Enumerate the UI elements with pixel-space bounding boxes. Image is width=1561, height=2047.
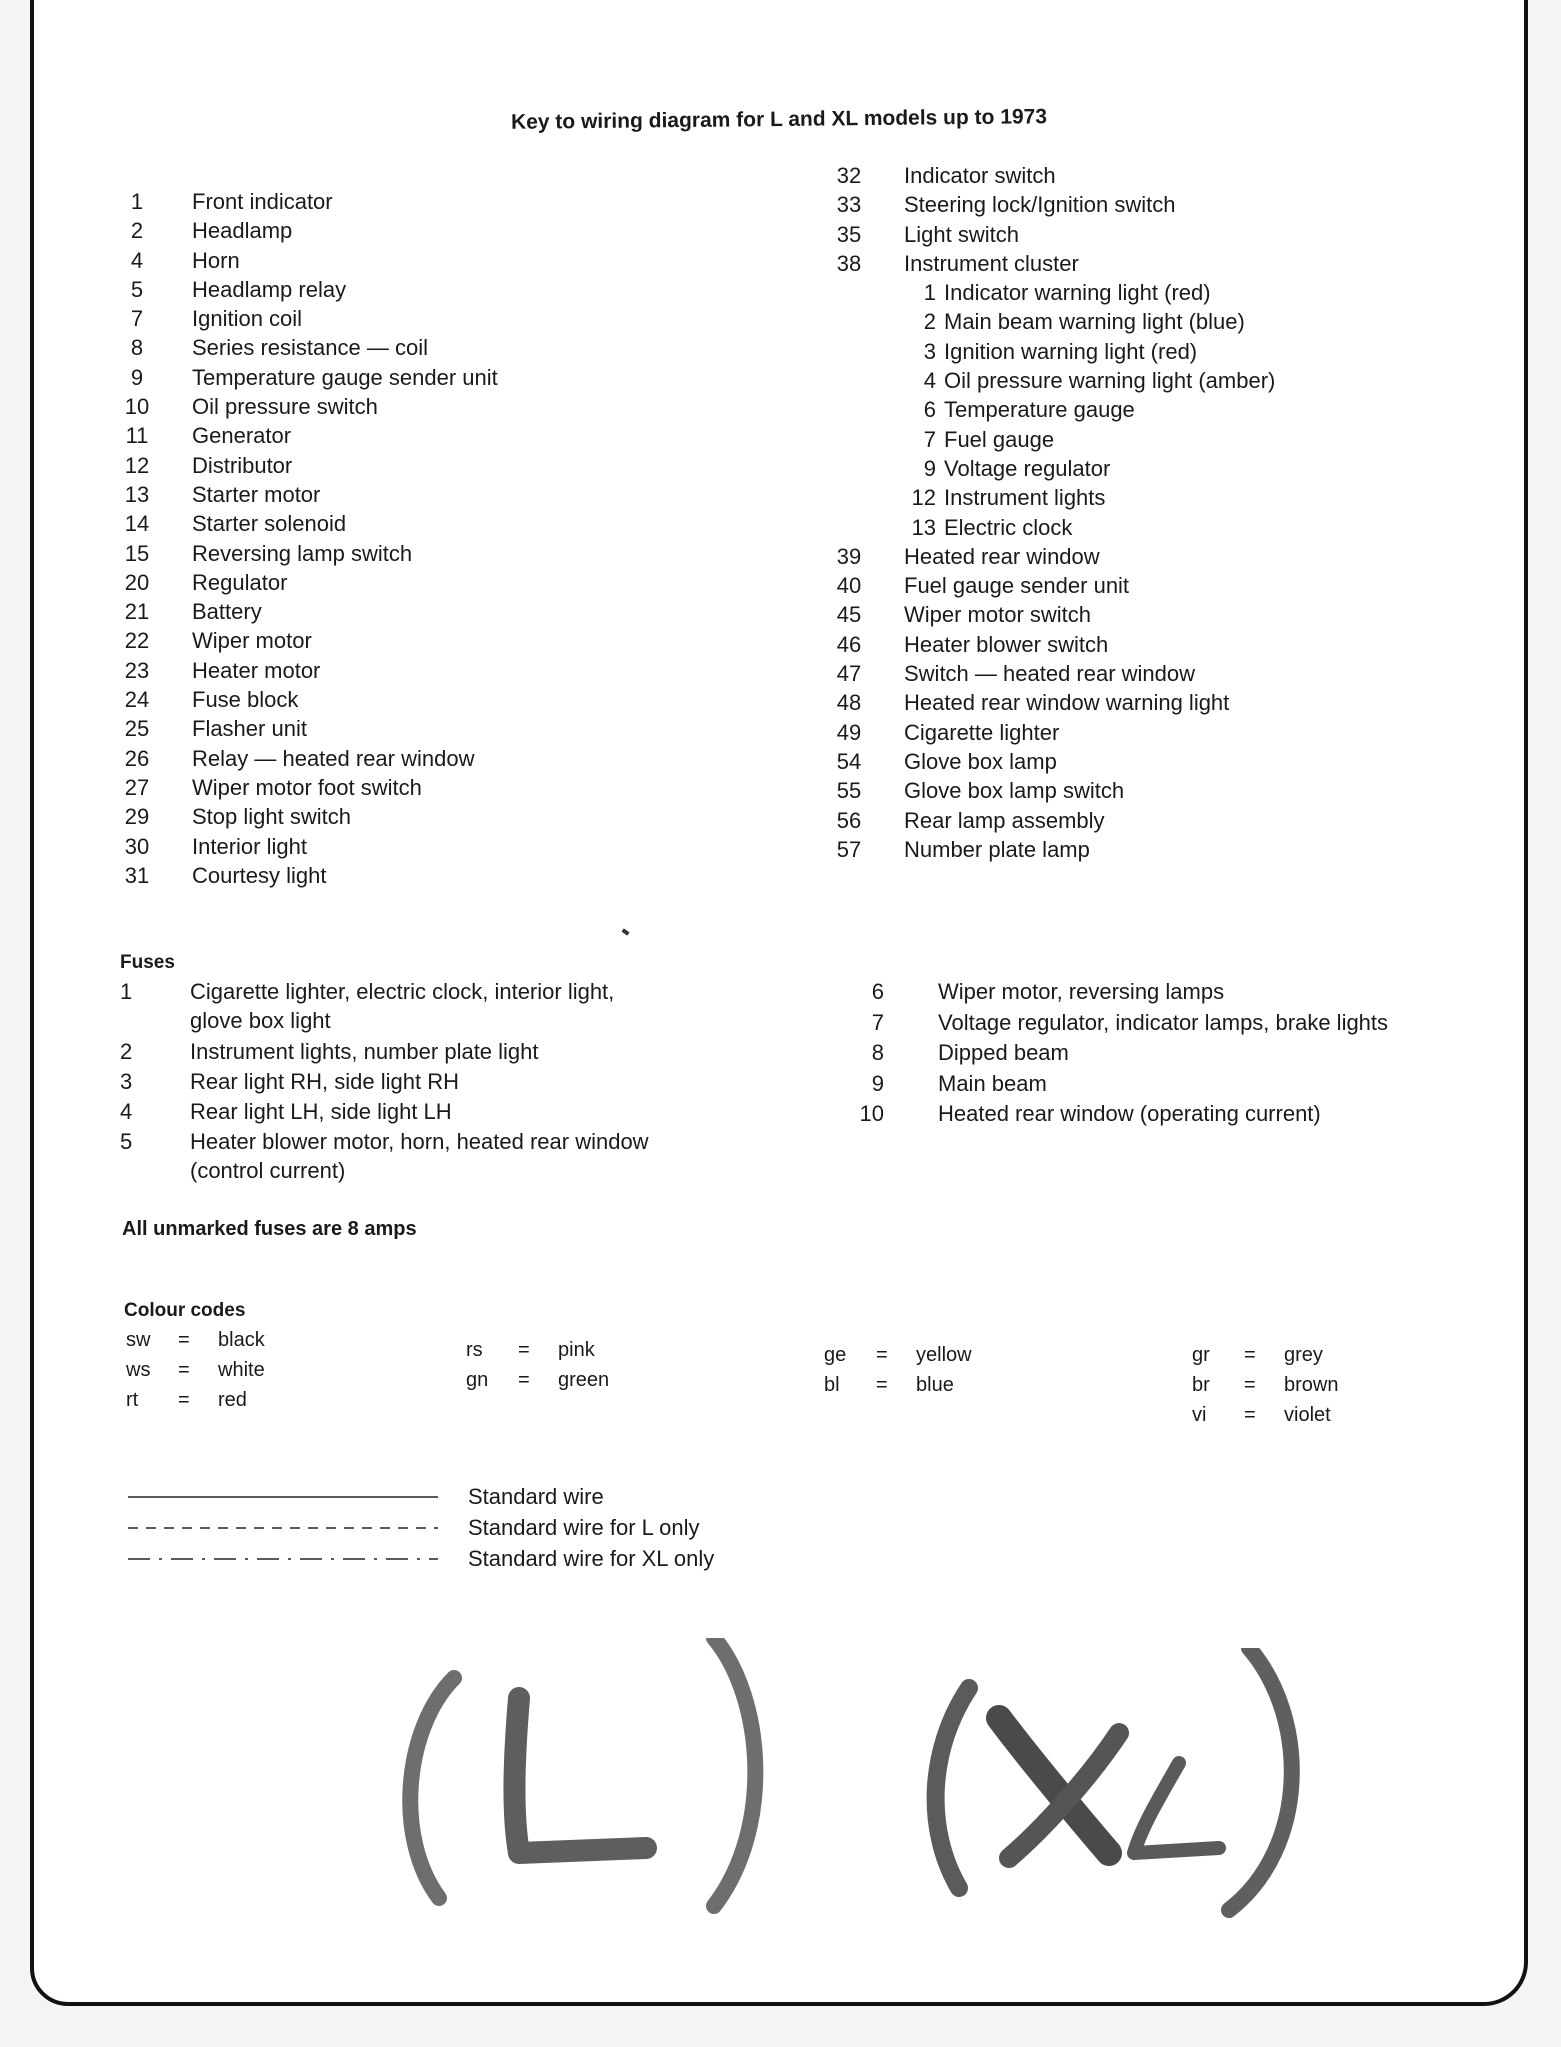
component-label: Reversing lamp switch <box>192 540 413 566</box>
fuse-label: Rear light RH, side light RH <box>190 1069 459 1094</box>
component-item <box>836 572 1130 601</box>
fuse-note: All unmarked fuses are 8 amps <box>122 1218 417 1240</box>
colour-code: gr <box>1192 1344 1210 1366</box>
fuse-number: 4 <box>120 1099 133 1124</box>
cluster-item-label: Voltage regulator <box>944 455 1111 481</box>
component-item <box>836 221 1019 250</box>
cluster-item-label: Main beam warning light (blue) <box>944 309 1245 335</box>
fuse-number: 1 <box>120 979 133 1004</box>
component-number: 33 <box>836 192 862 218</box>
colour-name: violet <box>1284 1404 1331 1426</box>
cluster-item-label: Ignition warning light (red) <box>944 338 1198 364</box>
fuse-number: 2 <box>120 1039 133 1064</box>
colour-code-group <box>126 1325 265 1415</box>
component-label: Heater blower switch <box>904 631 1109 657</box>
wire-legend-label: Standard wire for XL only <box>468 1546 715 1571</box>
handwriting-l-text: (L) <box>584 1916 586 1917</box>
colour-name: green <box>558 1369 610 1391</box>
component-item <box>836 543 1100 572</box>
component-number: 49 <box>836 719 862 745</box>
document-page <box>30 0 1528 2006</box>
component-label: Heated rear window warning light <box>904 690 1230 716</box>
cluster-item-label: Fuel gauge <box>944 426 1055 452</box>
component-item <box>836 748 1057 777</box>
component-item <box>836 689 1230 718</box>
colour-code-entry <box>824 1340 972 1370</box>
component-label: Stop light switch <box>192 804 351 830</box>
component-number: 20 <box>124 569 150 595</box>
component-number: 39 <box>836 543 862 569</box>
component-label: Flasher unit <box>192 716 307 742</box>
component-label: Oil pressure switch <box>192 394 378 420</box>
component-label: Wiper motor <box>192 628 312 654</box>
fuse-label: Rear light LH, side light LH <box>190 1099 452 1124</box>
component-number: 35 <box>836 221 862 247</box>
fuse-number: 6 <box>871 979 884 1004</box>
component-number: 32 <box>836 163 862 188</box>
component-number: 21 <box>124 599 150 625</box>
cluster-item-label: Temperature gauge <box>944 397 1135 423</box>
colour-code-entry <box>126 1355 265 1385</box>
component-label: Indicator switch <box>904 163 1056 188</box>
component-label: Light switch <box>904 221 1019 247</box>
fuse-number: 8 <box>871 1040 884 1065</box>
component-item <box>836 631 1109 660</box>
colour-name: black <box>218 1329 265 1351</box>
colour-code-group <box>824 1340 972 1400</box>
component-number: 38 <box>836 250 862 276</box>
wire-line-sample <box>128 1494 438 1500</box>
component-label: Glove box lamp <box>904 748 1057 774</box>
colour-codes-heading: Colour codes <box>124 1300 246 1321</box>
component-item <box>836 191 1176 220</box>
component-item <box>836 836 1090 865</box>
colour-code-entry <box>126 1325 265 1355</box>
cluster-item-number: 9 <box>923 455 936 481</box>
colour-code: br <box>1192 1374 1210 1396</box>
colour-name: grey <box>1284 1344 1323 1366</box>
component-number: 13 <box>124 481 150 507</box>
component-number: 48 <box>836 690 862 716</box>
cluster-item-number: 6 <box>923 397 936 423</box>
component-number: 56 <box>836 807 862 833</box>
component-label: Relay — heated rear window <box>192 745 475 771</box>
cluster-item-label: Electric clock <box>944 514 1073 540</box>
component-number: 2 <box>130 218 144 244</box>
colour-name: blue <box>916 1374 954 1396</box>
component-item <box>836 660 1196 689</box>
component-label: Instrument cluster <box>904 250 1079 276</box>
component-number: 30 <box>124 833 150 859</box>
component-label: Heated rear window <box>904 543 1100 569</box>
fuse-label: Main beam <box>938 1070 1047 1096</box>
fuse-label: Wiper motor, reversing lamps <box>938 979 1225 1004</box>
wire-line-sample <box>128 1556 438 1562</box>
fuse-label: Instrument lights, number plate light <box>190 1039 539 1064</box>
component-number: 24 <box>124 687 150 713</box>
fuse-number: 7 <box>871 1009 884 1035</box>
component-label: Regulator <box>192 569 288 595</box>
colour-code-entry <box>1192 1340 1338 1370</box>
component-label: Series resistance — coil <box>192 335 428 361</box>
component-number: 45 <box>836 602 862 628</box>
component-label: Interior light <box>192 833 307 859</box>
component-label: Battery <box>192 599 262 625</box>
fuse-label: Cigarette lighter, electric clock, interior light, <box>190 979 615 1004</box>
component-number: 22 <box>124 628 150 654</box>
component-number: 23 <box>124 657 150 683</box>
fuse-label: Voltage regulator, indicator lamps, brake lights <box>938 1009 1389 1035</box>
component-label: Glove box lamp switch <box>904 778 1125 804</box>
component-label: Ignition coil <box>192 306 303 332</box>
wire-line-sample <box>128 1525 438 1531</box>
component-label: Temperature gauge sender unit <box>192 364 498 390</box>
component-item <box>836 777 1125 806</box>
component-number: 4 <box>130 247 144 273</box>
fuse-number: 3 <box>120 1069 133 1094</box>
fuse-number: 10 <box>859 1101 884 1126</box>
colour-code: ge <box>824 1344 847 1366</box>
equals-sign: = <box>1244 1344 1256 1366</box>
component-label: Generator <box>192 423 292 449</box>
equals-sign: = <box>1244 1374 1256 1396</box>
equals-sign: = <box>518 1339 530 1361</box>
component-label: Fuse block <box>192 687 299 713</box>
component-label: Steering lock/Ignition switch <box>904 192 1176 218</box>
component-item <box>836 719 1060 748</box>
component-number: 15 <box>124 540 150 566</box>
colour-code: vi <box>1192 1404 1207 1426</box>
component-number: 27 <box>124 774 150 800</box>
colour-name: white <box>218 1359 265 1381</box>
colour-code: rt <box>126 1389 139 1411</box>
cluster-item-label: Instrument lights <box>944 485 1106 511</box>
component-label: Starter motor <box>192 481 321 507</box>
component-label: Starter solenoid <box>192 511 347 537</box>
equals-sign: = <box>876 1374 888 1396</box>
cluster-item-label: Indicator warning light (red) <box>944 280 1211 306</box>
component-number: 57 <box>836 836 862 862</box>
component-label: Number plate lamp <box>904 836 1090 862</box>
component-label: Distributor <box>192 452 293 478</box>
component-number: 40 <box>836 573 862 599</box>
component-item <box>836 162 1056 191</box>
component-number: 25 <box>124 716 150 742</box>
fuse-label-cont: (control current) <box>190 1158 346 1183</box>
colour-code: gn <box>466 1369 489 1391</box>
fuse-label-cont: glove box light <box>190 1008 331 1033</box>
component-number: 31 <box>124 862 150 888</box>
component-number: 46 <box>836 631 862 657</box>
component-label: Headlamp relay <box>192 276 347 302</box>
component-label: Rear lamp assembly <box>904 807 1105 833</box>
colour-code-entry <box>1192 1370 1338 1400</box>
page-title: Key to wiring diagram for L and XL models up to 1973 <box>510 105 1048 134</box>
handwritten-xl-mark <box>879 1648 1339 1928</box>
component-number: 1 <box>130 189 144 214</box>
wire-legend-label: Standard wire for L only <box>468 1515 700 1540</box>
handwriting-xl-text: (XL) <box>1079 1926 1081 1927</box>
component-number: 54 <box>836 748 862 774</box>
component-number: 8 <box>130 335 144 361</box>
component-number: 10 <box>124 394 150 420</box>
component-number: 11 <box>125 423 149 449</box>
colour-code: ws <box>126 1359 151 1381</box>
colour-code-entry <box>466 1335 609 1365</box>
component-number: 5 <box>130 276 144 302</box>
component-label: Heater motor <box>192 657 321 683</box>
component-label: Wiper motor foot switch <box>192 774 422 800</box>
handwritten-l-mark <box>384 1638 804 1918</box>
fuses-heading: Fuses <box>120 952 175 973</box>
equals-sign: = <box>178 1359 190 1381</box>
component-number: 9 <box>130 364 144 390</box>
wire-legend-label: Standard wire <box>468 1484 604 1509</box>
component-label: Courtesy light <box>192 862 327 888</box>
colour-code-entry <box>1192 1400 1338 1430</box>
colour-code-group <box>1192 1340 1338 1430</box>
component-number: 47 <box>836 661 862 687</box>
component-number: 7 <box>130 306 144 332</box>
colour-code: bl <box>824 1374 840 1396</box>
cluster-item-number: 2 <box>923 309 936 335</box>
cluster-item-number: 4 <box>923 368 936 394</box>
component-number: 29 <box>124 804 150 830</box>
component-label: Headlamp <box>192 218 293 244</box>
cluster-item-number: 7 <box>923 426 936 452</box>
equals-sign: = <box>178 1329 190 1351</box>
component-item <box>836 601 1092 630</box>
colour-code-group <box>466 1335 609 1395</box>
component-item <box>836 807 1105 836</box>
component-label: Front indicator <box>192 189 333 214</box>
component-number: 14 <box>124 511 150 537</box>
component-number: 55 <box>836 778 862 804</box>
fuse-label: Heated rear window (operating current) <box>938 1101 1321 1126</box>
colour-code-entry <box>466 1365 609 1395</box>
equals-sign: = <box>1244 1404 1256 1426</box>
colour-name: yellow <box>916 1344 972 1366</box>
fuse-label: Dipped beam <box>938 1040 1069 1065</box>
colour-name: red <box>218 1389 247 1411</box>
colour-name: brown <box>1284 1374 1339 1396</box>
cluster-item-number: 13 <box>911 514 936 540</box>
fuse-number: 9 <box>871 1070 884 1096</box>
cluster-item-label: Oil pressure warning light (amber) <box>944 368 1276 394</box>
component-label: Fuel gauge sender unit <box>904 573 1130 599</box>
fuse-label: Heater blower motor, horn, heated rear window <box>190 1129 649 1154</box>
cluster-item-number: 3 <box>923 338 936 364</box>
fuse-number: 5 <box>120 1129 133 1154</box>
component-item <box>836 250 1079 279</box>
component-label: Switch — heated rear window <box>904 661 1196 687</box>
stray-mark <box>621 928 629 935</box>
equals-sign: = <box>518 1369 530 1391</box>
component-label: Cigarette lighter <box>904 719 1060 745</box>
cluster-item-number: 1 <box>923 280 936 306</box>
colour-code: sw <box>126 1329 151 1351</box>
colour-code-entry <box>824 1370 972 1400</box>
component-number: 26 <box>124 745 150 771</box>
colour-code: rs <box>466 1339 483 1361</box>
equals-sign: = <box>876 1344 888 1366</box>
cluster-item-number: 12 <box>911 485 936 511</box>
colour-code-entry <box>126 1385 265 1415</box>
colour-name: pink <box>558 1339 595 1361</box>
components-right-list <box>836 162 1276 865</box>
component-label: Horn <box>192 247 240 273</box>
equals-sign: = <box>178 1389 190 1411</box>
component-label: Wiper motor switch <box>904 602 1092 628</box>
component-number: 12 <box>124 452 150 478</box>
